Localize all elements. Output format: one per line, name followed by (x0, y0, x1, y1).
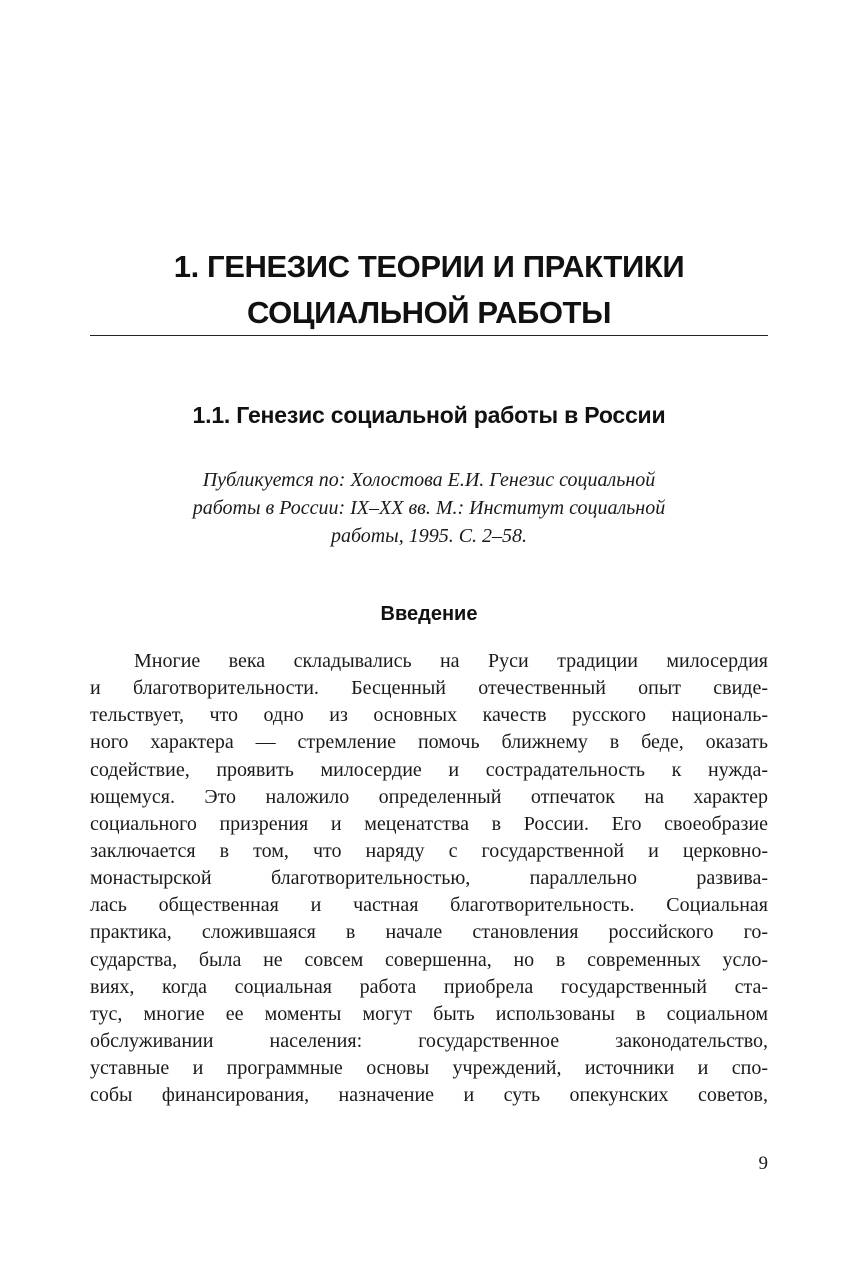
paragraph-line: виях, когда социальная работа приобрела государственный ста- (90, 975, 768, 998)
paragraph-line: лась общественная и частная благотворительность. Социальная (90, 894, 768, 917)
subsection-title: Введение (380, 603, 478, 625)
chapter-title-line: СОЦИАЛЬНОЙ РАБОТЫ (246, 295, 612, 330)
page-number: 9 (758, 1153, 768, 1174)
paragraph-line: собы финансирования, назначение и суть опекунских советов, (90, 1084, 768, 1107)
body-paragraph (90, 648, 768, 1109)
section-title: 1.1. Генезис социальной работы в России (192, 402, 666, 428)
source-note (110, 466, 748, 550)
paragraph-line: обслуживании населения: государственное законодательство, (90, 1029, 768, 1052)
paragraph-line: содействие, проявить милосердие и сострадательность к нужда- (90, 758, 768, 781)
paragraph-line: заключается в том, что наряду с государственной и церковно- (90, 839, 768, 862)
chapter-divider (90, 335, 768, 336)
paragraph-line: уставные и программные основы учреждений, источники и спо- (90, 1057, 768, 1080)
paragraph-line: ющемуся. Это наложило определенный отпечаток на характер (90, 785, 768, 808)
paragraph-line: Многие века складывались на Руси традиции милосердия (134, 650, 768, 672)
chapter-title (90, 244, 768, 336)
paragraph-line: и благотворительности. Бесценный отечественный опыт свиде- (90, 677, 768, 700)
paragraph-line: монастырской благотворительностью, параллельно развива- (90, 867, 768, 890)
paragraph-line: социального призрения и меценатства в России. Его своеобразие (90, 812, 768, 835)
paragraph-line: тус, многие ее моменты могут быть использованы в социальном (90, 1002, 768, 1025)
source-note-line: работы в России: IX–XX вв. М.: Институт социальной (192, 497, 666, 519)
paragraph-line: практика, сложившаяся в начале становления российского го- (90, 921, 768, 944)
chapter-title-line: 1. ГЕНЕЗИС ТЕОРИИ И ПРАКТИКИ (173, 249, 685, 284)
paragraph-line: ного характера — стремление помочь ближнему в беде, оказать (90, 731, 768, 754)
paragraph-line: сударства, была не совсем совершенна, но в современных усло- (90, 948, 768, 971)
paragraph-line: тельствует, что одно из основных качеств русского националь- (90, 704, 768, 727)
source-note-line: работы, 1995. С. 2–58. (330, 525, 528, 547)
source-note-line: Публикуется по: Холостова Е.И. Генезис социальной (202, 469, 656, 491)
